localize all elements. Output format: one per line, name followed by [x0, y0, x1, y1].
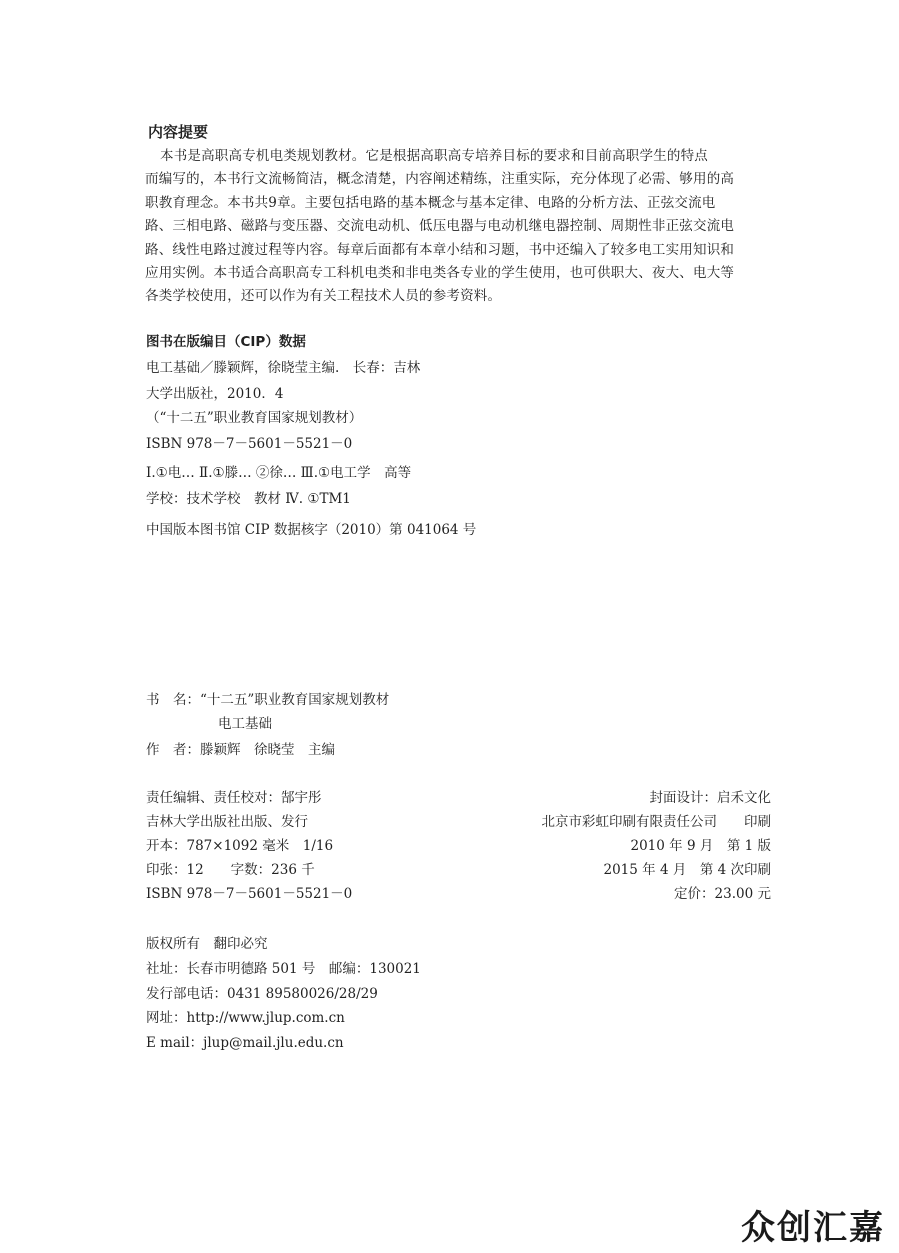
isbn: ISBN 978－7－5601－5521－0: [146, 886, 353, 902]
summary-body: [145, 145, 775, 309]
cip-isbn: ISBN 978－7－5601－5521－0: [146, 436, 353, 452]
cover-design: 封面设计：启禾文化: [649, 790, 771, 806]
cip-record-number: 中国版本图书馆 CIP 数据核字（2010）第 041064 号: [146, 522, 477, 538]
cip-heading: 图书在版编目（CIP）数据: [146, 334, 306, 350]
email: E mail：jlup@mail.jlu.edu.cn: [146, 1035, 344, 1051]
copyright-notice: 版权所有 翻印必究: [146, 936, 268, 952]
cip-line-1: 电工基础／滕颖辉，徐晓莹主编. 长春：吉林: [146, 360, 421, 376]
summary-line: 本书是高职高专机电类规划教材。它是根据高职高专培养目标的要求和目前高职学生的特点: [160, 148, 708, 164]
book-author: 作 者：滕颖辉 徐晓莹 主编: [146, 742, 335, 758]
cip-classification-1: Ⅰ.①电… Ⅱ.①滕… ②徐… Ⅲ.①电工学 高等: [146, 465, 412, 481]
cip-classification-2: 学校：技术学校 教材 Ⅳ. ①TM1: [146, 491, 351, 507]
cip-line-2: 大学出版社，2010．4: [146, 386, 284, 402]
summary-line: 应用实例。本书适合高职高专工科机电类和非电类各专业的学生使用，也可供职大、夜大、电大等: [145, 265, 735, 282]
website: 网址：http://www.jlup.com.cn: [146, 1010, 345, 1026]
book-title: 书 名：“十二五”职业教育国家规划教材: [146, 692, 390, 708]
address: 社址：长春市明德路 501 号 邮编：130021: [146, 961, 421, 977]
book-subtitle: 电工基础: [218, 716, 272, 732]
sheets-wordcount: 印张：12 字数：236 千: [146, 862, 315, 878]
watermark-logo: 众创汇嘉: [741, 1208, 885, 1248]
responsible-editor: 责任编辑、责任校对：郜宇彤: [146, 790, 322, 806]
edition: 2010 年 9 月 第 1 版: [630, 838, 771, 854]
summary-line: 路、三相电路、磁路与变压器、交流电动机、低压电器与电动机继电器控制、周期性非正弦交流电: [145, 218, 735, 235]
price: 定价：23.00 元: [674, 886, 771, 902]
printer: 北京市彩虹印刷有限责任公司 印刷: [541, 814, 771, 830]
summary-line: 路、线性电路过渡过程等内容。每章后面都有本章小结和习题，书中还编入了较多电工实用知识和: [145, 241, 735, 258]
printing: 2015 年 4 月 第 4 次印刷: [603, 862, 771, 878]
summary-line: 职教育理念。本书共9章。主要包括电路的基本概念与基本定律、电路的分析方法、正弦交流电: [145, 194, 716, 211]
phone: 发行部电话：0431 89580026/28/29: [146, 986, 378, 1002]
format-size: 开本：787×1092 毫米 1/16: [146, 838, 334, 854]
publisher: 吉林大学出版社出版、发行: [146, 814, 308, 830]
summary-heading: 内容提要: [148, 123, 209, 141]
summary-line: 而编写的，本书行文流畅简洁，概念清楚，内容阐述精练，注重实际，充分体现了必需、够用的高: [145, 171, 735, 188]
cip-line-3: （“十二五”职业教育国家规划教材）: [146, 410, 363, 426]
summary-line: 各类学校使用，还可以作为有关工程技术人员的参考资料。: [145, 288, 502, 305]
